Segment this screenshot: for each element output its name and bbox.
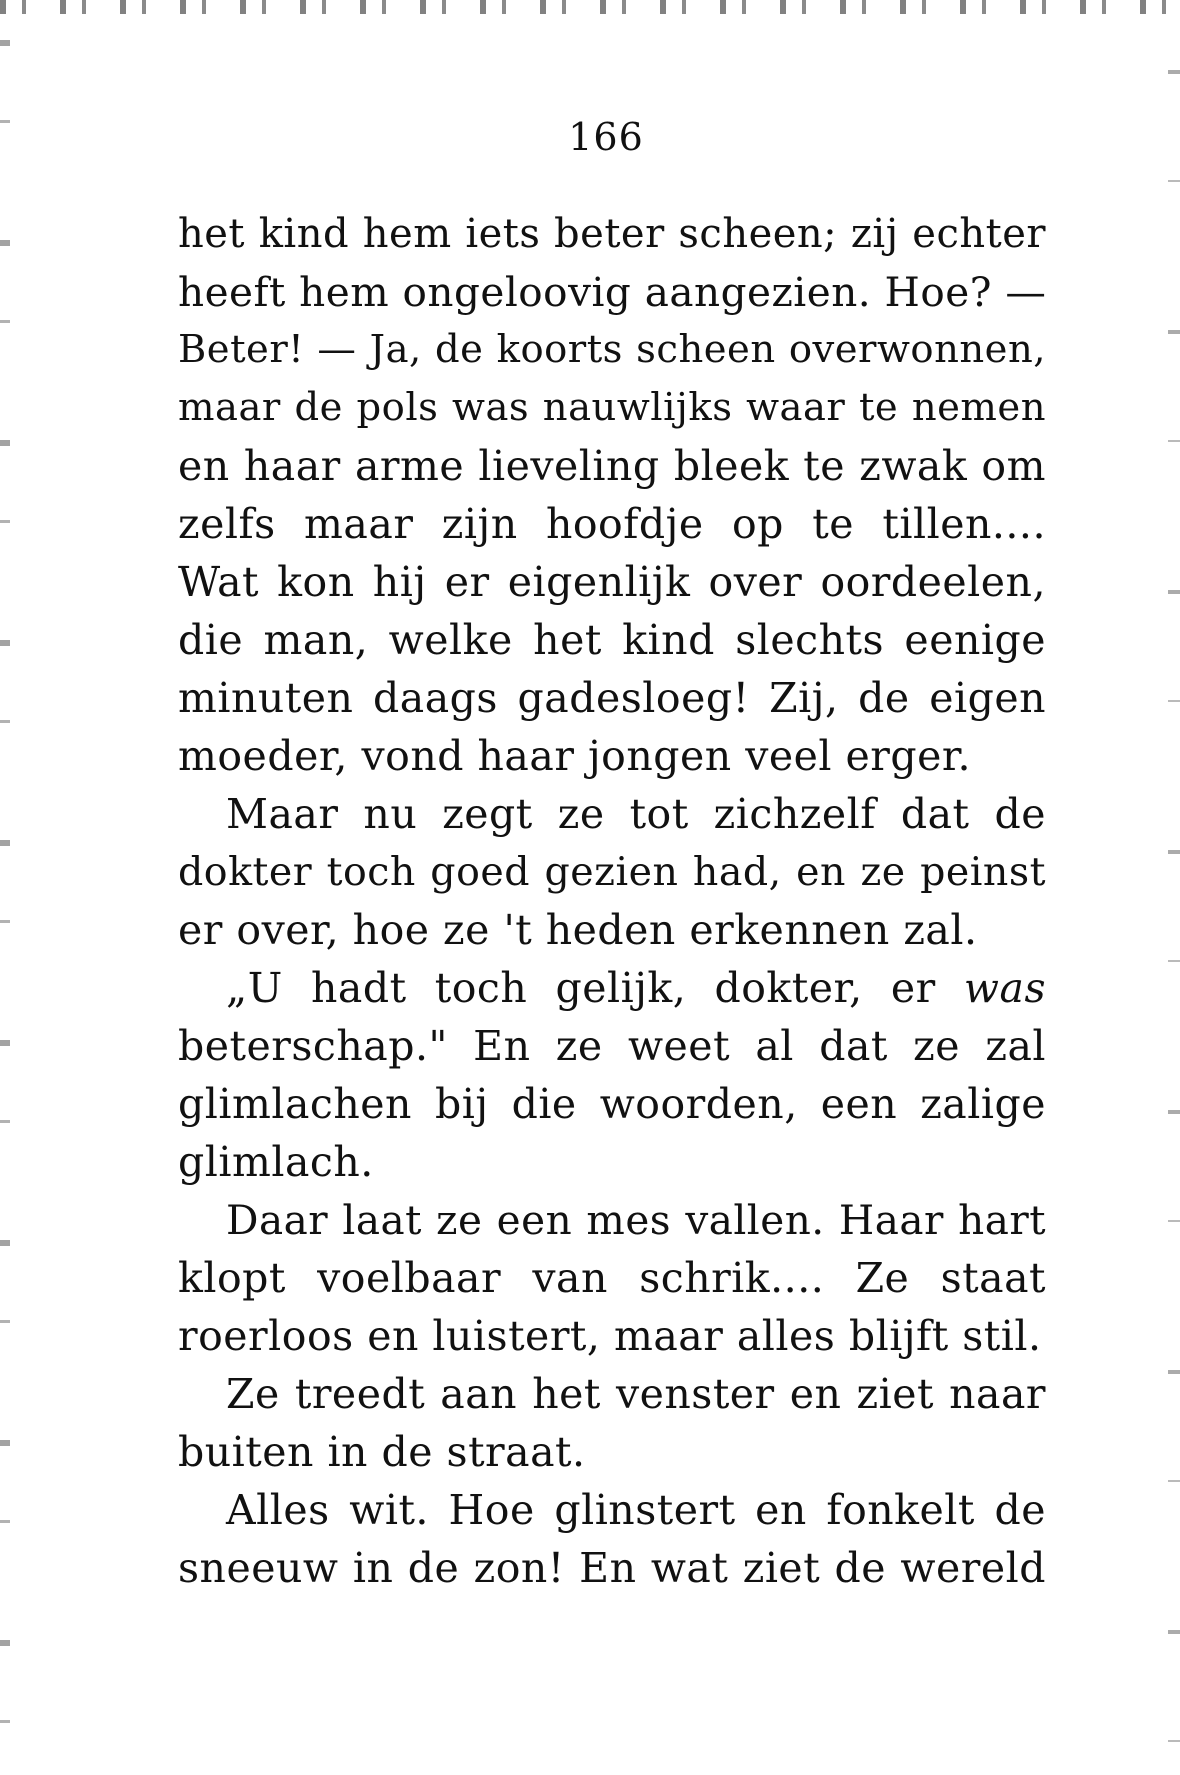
text-line: zelfs maar zijn hoofdje op te tillen....: [178, 500, 1046, 548]
text-line: Ze treedt aan het venster en ziet naar: [226, 1370, 1046, 1418]
text-line: Alles wit. Hoe glinstert en fonkelt de: [226, 1486, 1046, 1534]
italic-word: was: [963, 964, 1046, 1012]
text-line: heeft hem ongeloovig aangezien. Hoe? —: [178, 268, 1047, 316]
text-line: moeder, vond haar jongen veel erger.: [178, 732, 972, 780]
text-line: minuten daags gadesloeg! Zij, de eigen: [178, 674, 1046, 722]
scan-edge-left: [0, 0, 10, 1775]
text-line: glimlach.: [178, 1138, 374, 1186]
text-line: maar de pols was nauwlijks waar te nemen: [178, 385, 1046, 430]
text-line: die man, welke het kind slechts eenige: [178, 616, 1046, 664]
text-line: en haar arme lieveling bleek te zwak om: [178, 442, 1046, 490]
text-line: Daar laat ze een mes vallen. Haar hart: [226, 1196, 1046, 1244]
text-line: sneeuw in de zon! En wat ziet de wereld: [178, 1544, 1046, 1592]
scan-edge-top: [0, 0, 1180, 14]
text-line: er over, hoe ze 't heden erkennen zal.: [178, 906, 978, 954]
body-text: [178, 205, 1046, 1597]
page-number: 166: [568, 115, 644, 159]
text-line: glimlachen bij die woorden, een zalige: [178, 1080, 1046, 1128]
text-line: Wat kon hij er eigenlijk over oordeelen,: [178, 558, 1046, 606]
scan-edge-right: [1168, 0, 1180, 1775]
text-line: Beter! — Ja, de koorts scheen overwonnen,: [178, 327, 1046, 372]
text-segment: „U hadt toch gelijk, dokter, er: [226, 964, 964, 1012]
text-line: klopt voelbaar van schrik.... Ze staat: [178, 1254, 1046, 1302]
text-line: het kind hem iets beter scheen; zij echter: [178, 211, 1046, 257]
text-line: [178, 959, 1046, 1017]
text-line: Maar nu zegt ze tot zichzelf dat de: [226, 790, 1046, 838]
text-line: beterschap." En ze weet al dat ze zal: [178, 1022, 1046, 1070]
text-line: dokter toch goed gezien had, en ze peinst: [178, 849, 1046, 895]
text-line: buiten in de straat.: [178, 1428, 586, 1476]
text-line: roerloos en luistert, maar alles blijft stil.: [178, 1312, 1042, 1360]
